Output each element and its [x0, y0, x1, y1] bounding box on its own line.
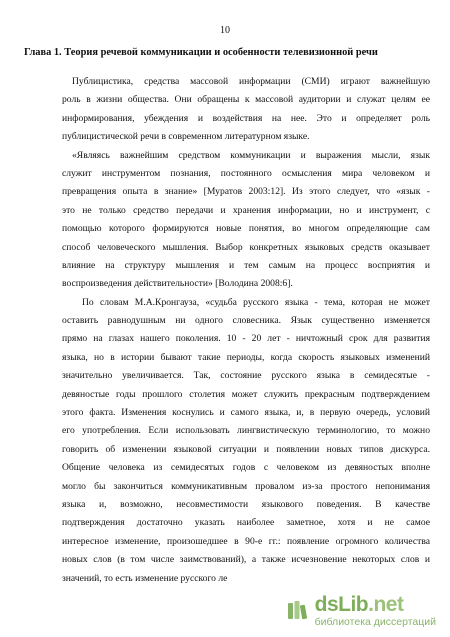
- text-line: прямо на глазах нашего поколения. 10 - 20 лет - ничтожный срок для развития: [62, 333, 430, 345]
- text-line: Общение человека из семидесятых годов с человеком из девяностых вполне: [62, 462, 430, 474]
- text-line: новых слов (в том числе заимствований), а также исчезновение некоторых слов и: [62, 554, 430, 566]
- text-line: публицистической речи в современном литературном языке.: [62, 131, 310, 143]
- text-line: служит инструментом познания, постоянного осмысления мира человеком и: [62, 167, 430, 179]
- body-text: [62, 73, 430, 588]
- text-line: его употребления. Если использовать лингвистическую терминологию, то можно: [62, 425, 430, 437]
- text-line: воспроизведения действительности» [Володина 2008:6].: [62, 278, 293, 290]
- text-line: Публицистика, средства массовой информации (СМИ) играют важнейшую: [72, 76, 430, 87]
- text-line: значений, то есть изменение русского ле: [62, 572, 228, 584]
- chapter-title: Глава 1. Теория речевой коммуникации и особенности телевизионной речи: [24, 47, 378, 58]
- text-line: помощью которого формируются новые понятия, во многом определяющие сам: [62, 223, 430, 235]
- text-line: «Являясь важнейшим средством коммуникации и выражения мысли, язык: [72, 149, 430, 161]
- text-line: оставить равнодушным ни одного словесника. Язык существенно изменяется: [62, 315, 430, 327]
- text-line: интересное изменение, произошедшее в 90-е гг.: появление огромного количества: [62, 535, 430, 547]
- text-line: языка и, возможно, несовместимости языкового поведения. В качестве: [62, 498, 430, 510]
- text-line: это не только средство передачи и хранения информации, но и инструмент, с: [62, 204, 430, 216]
- text-line: этого факта. Изменения коснулись и самого языка, и, в первую очередь, условий: [62, 407, 430, 419]
- watermark-brand-main: dsLib: [314, 592, 369, 616]
- text-line: значительно увеличивается. Так, состояние русского языка в семидесятые -: [62, 370, 430, 382]
- text-line: девяностые годы прошлого столетия может служить прекрасным подтверждением: [62, 388, 430, 400]
- text-line: роль в жизни общества. Они обращены к массовой аудитории и служат целям ее: [62, 94, 430, 106]
- text-line: превращения опыта в знание» [Муратов 2003:12]. Из этого следует, что «язык -: [62, 186, 430, 198]
- dslib-logo-icon: [287, 599, 309, 621]
- watermark-brand: [315, 594, 436, 615]
- text-line: По словам М.А.Кронгауза, «судьба русского языка - тема, которая не может: [82, 296, 430, 308]
- text-line: информирования, убеждения и воздействия на нее. Это и определяет роль: [62, 112, 430, 124]
- text-line: говорить об изменении языковой ситуации и появлении новых типов дискурса.: [62, 443, 430, 455]
- text-line: способ человеческого мышления. Выбор конкретных языковых средств оказывает: [62, 241, 430, 253]
- page-number: 10: [220, 25, 230, 36]
- text-line: языка, но в истории бывают такие периоды, когда скорость языковых изменений: [62, 351, 430, 363]
- text-line: влияние на структуру мышления и тем самым на процесс восприятия и: [62, 259, 430, 271]
- text-line: подтверждения достаточно указать наиболее заметное, хотя и не самое: [62, 517, 430, 529]
- text-line: могло бы закончиться коммуникативным провалом из-за простого непонимания: [62, 480, 430, 492]
- watermark-subtitle: библиотека диссертаций: [314, 615, 436, 628]
- dslib-watermark: [281, 592, 440, 630]
- watermark-brand-tld: .net: [368, 592, 404, 616]
